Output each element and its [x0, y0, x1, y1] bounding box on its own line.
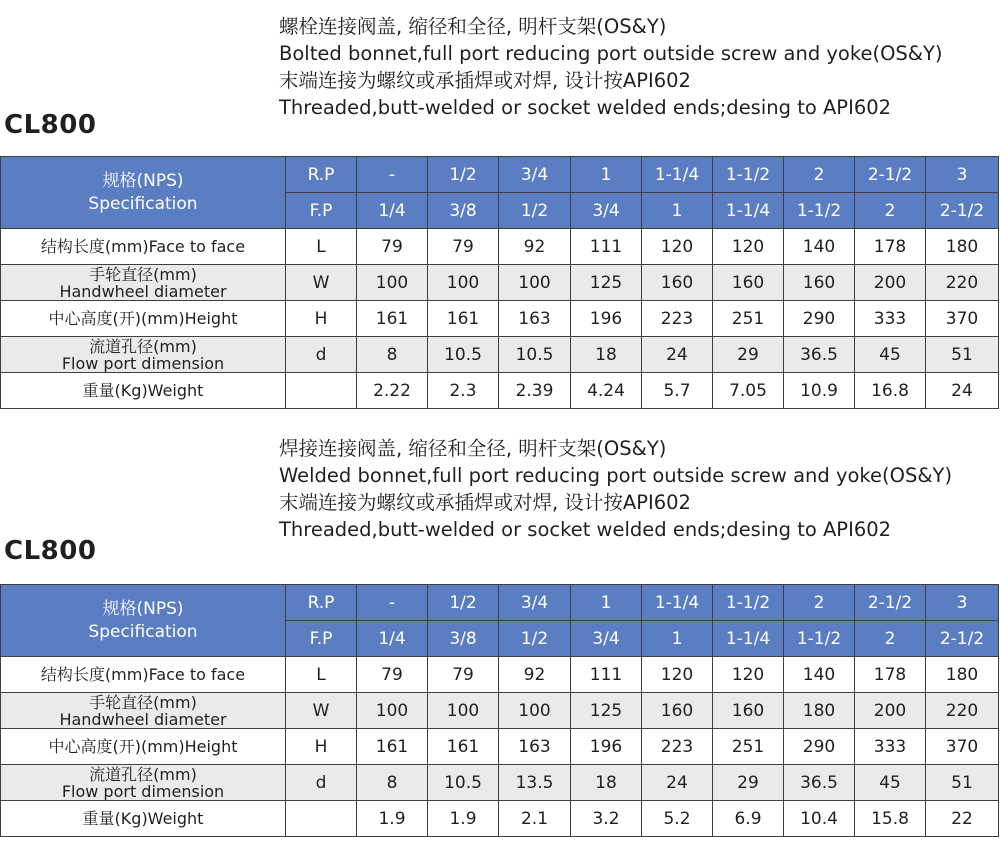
- rp-cell: 2: [784, 157, 855, 193]
- row-label-line: Handwheel diameter: [59, 281, 227, 301]
- table-cell: 4.24: [571, 373, 642, 409]
- fp-cell: 1-1/4: [713, 193, 784, 229]
- row-label: [1, 693, 286, 729]
- table-cell: 18: [571, 337, 642, 373]
- table-cell: 51: [926, 337, 999, 373]
- row-symbol: d: [286, 765, 357, 801]
- description-line: 焊接连接阀盖, 缩径和全径, 明杆支架(OS&Y): [279, 437, 667, 460]
- table-cell: 79: [357, 657, 428, 693]
- rp-cell: 1/2: [428, 585, 499, 621]
- description-line: 末端连接为螺纹或承插焊或对焊, 设计按API602: [279, 69, 691, 92]
- row-symbol: H: [286, 729, 357, 765]
- fp-cell: 3/8: [428, 193, 499, 229]
- description-line: Welded bonnet,full port reducing port outside screw and yoke(OS&Y): [279, 464, 953, 487]
- rp-cell: 1: [571, 157, 642, 193]
- table-cell: 100: [499, 265, 571, 301]
- rp-cell: 3/4: [499, 585, 571, 621]
- table-cell: 161: [428, 301, 499, 337]
- table-cell: 10.4: [784, 801, 855, 837]
- row-symbol: W: [286, 265, 357, 301]
- table-cell: 10.5: [428, 337, 499, 373]
- table-row: [1, 657, 999, 693]
- table-cell: 180: [926, 657, 999, 693]
- row-label-line: 中心高度(开)(mm)Height: [48, 309, 238, 328]
- spec-header: [1, 157, 286, 229]
- rp-cell: 1-1/4: [642, 585, 713, 621]
- row-label-line: Handwheel diameter: [59, 709, 227, 729]
- table-cell: 79: [428, 229, 499, 265]
- row-label-line: 流道孔径(mm): [89, 336, 197, 356]
- table-cell: 24: [926, 373, 999, 409]
- rp-cell: -: [357, 157, 428, 193]
- fp-cell: 2-1/2: [926, 621, 999, 657]
- row-symbol: d: [286, 337, 357, 373]
- row-label-line: Flow port dimension: [61, 353, 225, 373]
- row-label-line: 手轮直径(mm): [89, 692, 197, 712]
- table-cell: 251: [713, 301, 784, 337]
- table-cell: 29: [713, 337, 784, 373]
- rp-cell: 2: [784, 585, 855, 621]
- table-cell: 220: [926, 693, 999, 729]
- table-cell: 333: [855, 301, 926, 337]
- rp-cell: 3/4: [499, 157, 571, 193]
- description-line: Bolted bonnet,full port reducing port outside screw and yoke(OS&Y): [279, 42, 943, 65]
- table-cell: 370: [926, 729, 999, 765]
- row-label: [1, 229, 286, 265]
- table-cell: 10.5: [499, 337, 571, 373]
- table-cell: 223: [642, 729, 713, 765]
- table-cell: 8: [357, 765, 428, 801]
- fp-cell: 1-1/4: [713, 621, 784, 657]
- table-cell: 18: [571, 765, 642, 801]
- table-cell: 13.5: [499, 765, 571, 801]
- table-cell: 163: [499, 301, 571, 337]
- table-row: [1, 801, 999, 837]
- row-label-line: 结构长度(mm)Face to face: [40, 665, 246, 684]
- table-cell: 2.3: [428, 373, 499, 409]
- table-cell: 79: [357, 229, 428, 265]
- table-cell: 22: [926, 801, 999, 837]
- fp-cell: 2: [855, 621, 926, 657]
- table-cell: 6.9: [713, 801, 784, 837]
- row-label-line: 重量(Kg)Weight: [82, 809, 204, 828]
- table-cell: 100: [428, 693, 499, 729]
- rp-cell: 1-1/2: [713, 585, 784, 621]
- rp-cell: 1-1/2: [713, 157, 784, 193]
- row-label-line: 流道孔径(mm): [89, 764, 197, 784]
- table-cell: 1.9: [357, 801, 428, 837]
- table-cell: 29: [713, 765, 784, 801]
- table-cell: 290: [784, 301, 855, 337]
- table-cell: 79: [428, 657, 499, 693]
- row-label-line: 手轮直径(mm): [89, 264, 197, 284]
- description-line: Threaded,butt-welded or socket welded ends;desing to API602: [279, 96, 892, 119]
- row-label-line: 结构长度(mm)Face to face: [40, 237, 246, 256]
- table-cell: 290: [784, 729, 855, 765]
- table-cell: 10.5: [428, 765, 499, 801]
- fp-label: F.P: [286, 193, 357, 229]
- table-cell: 140: [784, 229, 855, 265]
- table-cell: 111: [571, 229, 642, 265]
- row-label: [1, 765, 286, 801]
- table-cell: 111: [571, 657, 642, 693]
- row-label: [1, 801, 286, 837]
- fp-cell: 1/2: [499, 193, 571, 229]
- table-cell: 196: [571, 301, 642, 337]
- row-label: [1, 301, 286, 337]
- table-cell: 5.7: [642, 373, 713, 409]
- table-cell: 333: [855, 729, 926, 765]
- row-label: [1, 373, 286, 409]
- table-cell: 92: [499, 657, 571, 693]
- table-row: [1, 301, 999, 337]
- spec-header-zh: 规格(NPS): [102, 170, 184, 191]
- table-row: [1, 337, 999, 373]
- fp-cell: 3/4: [571, 621, 642, 657]
- table-cell: 10.9: [784, 373, 855, 409]
- table-cell: 160: [713, 693, 784, 729]
- row-symbol: [286, 801, 357, 837]
- table-cell: 160: [642, 693, 713, 729]
- rp-cell: 2-1/2: [855, 585, 926, 621]
- table-cell: 163: [499, 729, 571, 765]
- rp-cell: 2-1/2: [855, 157, 926, 193]
- table-cell: 196: [571, 729, 642, 765]
- table-cell: 100: [357, 693, 428, 729]
- fp-cell: 2: [855, 193, 926, 229]
- row-symbol: L: [286, 657, 357, 693]
- spec-header-en: Specification: [88, 621, 198, 642]
- fp-cell: 1-1/2: [784, 193, 855, 229]
- table-cell: 161: [357, 301, 428, 337]
- table-cell: 120: [713, 229, 784, 265]
- spec-header-en: Specification: [88, 193, 198, 214]
- table-cell: 160: [713, 265, 784, 301]
- description-line: 螺栓连接阀盖, 缩径和全径, 明杆支架(OS&Y): [279, 15, 667, 38]
- table-cell: 8: [357, 337, 428, 373]
- table-cell: 36.5: [784, 337, 855, 373]
- table-cell: 200: [855, 693, 926, 729]
- table-cell: 178: [855, 229, 926, 265]
- table-cell: 1.9: [428, 801, 499, 837]
- row-symbol: H: [286, 301, 357, 337]
- fp-cell: 1: [642, 193, 713, 229]
- table-cell: 251: [713, 729, 784, 765]
- table-cell: 223: [642, 301, 713, 337]
- fp-cell: 1/4: [357, 621, 428, 657]
- rp-cell: 3: [926, 585, 999, 621]
- row-symbol: W: [286, 693, 357, 729]
- table-cell: 160: [784, 265, 855, 301]
- table-cell: 100: [499, 693, 571, 729]
- fp-cell: 3/8: [428, 621, 499, 657]
- fp-cell: 3/4: [571, 193, 642, 229]
- table-cell: 45: [855, 765, 926, 801]
- table-row: [1, 373, 999, 409]
- table-cell: 3.2: [571, 801, 642, 837]
- table-cell: 45: [855, 337, 926, 373]
- table-cell: 140: [784, 657, 855, 693]
- row-label: [1, 265, 286, 301]
- fp-cell: 1: [642, 621, 713, 657]
- table-cell: 120: [642, 229, 713, 265]
- spec-header: [1, 585, 286, 657]
- section-description: [279, 13, 943, 121]
- fp-cell: 1/2: [499, 621, 571, 657]
- row-label-line: 中心高度(开)(mm)Height: [48, 737, 238, 756]
- table-cell: 15.8: [855, 801, 926, 837]
- pressure-class-label: CL800: [4, 536, 97, 566]
- table-row: [1, 729, 999, 765]
- pressure-class-label: CL800: [4, 110, 97, 140]
- table-cell: 161: [428, 729, 499, 765]
- fp-label: F.P: [286, 621, 357, 657]
- rp-cell: 1: [571, 585, 642, 621]
- spec-table: [0, 584, 999, 837]
- row-label-line: 重量(Kg)Weight: [82, 381, 204, 400]
- table-cell: 180: [926, 229, 999, 265]
- rp-cell: 1/2: [428, 157, 499, 193]
- table-cell: 120: [642, 657, 713, 693]
- table-cell: 120: [713, 657, 784, 693]
- row-label: [1, 729, 286, 765]
- table-cell: 16.8: [855, 373, 926, 409]
- table-cell: 2.22: [357, 373, 428, 409]
- rp-label: R.P: [286, 585, 357, 621]
- rp-cell: -: [357, 585, 428, 621]
- row-symbol: L: [286, 229, 357, 265]
- table-cell: 2.39: [499, 373, 571, 409]
- spec-table: [0, 156, 999, 409]
- rp-cell: 1-1/4: [642, 157, 713, 193]
- table-cell: 2.1: [499, 801, 571, 837]
- rp-label: R.P: [286, 157, 357, 193]
- section-description: [279, 435, 952, 543]
- table-cell: 51: [926, 765, 999, 801]
- table-row: [1, 693, 999, 729]
- table-cell: 370: [926, 301, 999, 337]
- table-row: [1, 765, 999, 801]
- row-label-line: Flow port dimension: [61, 781, 225, 801]
- table-cell: 160: [642, 265, 713, 301]
- table-cell: 161: [357, 729, 428, 765]
- table-cell: 200: [855, 265, 926, 301]
- fp-cell: 1/4: [357, 193, 428, 229]
- table-row: [1, 265, 999, 301]
- table-cell: 5.2: [642, 801, 713, 837]
- fp-cell: 1-1/2: [784, 621, 855, 657]
- description-line: Threaded,butt-welded or socket welded ends;desing to API602: [279, 518, 892, 541]
- row-label: [1, 657, 286, 693]
- fp-cell: 2-1/2: [926, 193, 999, 229]
- table-cell: 125: [571, 693, 642, 729]
- table-cell: 180: [784, 693, 855, 729]
- rp-cell: 3: [926, 157, 999, 193]
- table-cell: 92: [499, 229, 571, 265]
- row-label: [1, 337, 286, 373]
- row-symbol: [286, 373, 357, 409]
- spec-header-zh: 规格(NPS): [102, 598, 184, 619]
- table-cell: 24: [642, 765, 713, 801]
- table-cell: 125: [571, 265, 642, 301]
- description-line: 末端连接为螺纹或承插焊或对焊, 设计按API602: [279, 491, 691, 514]
- table-cell: 220: [926, 265, 999, 301]
- table-cell: 7.05: [713, 373, 784, 409]
- table-row: [1, 229, 999, 265]
- table-cell: 100: [357, 265, 428, 301]
- table-cell: 100: [428, 265, 499, 301]
- table-cell: 178: [855, 657, 926, 693]
- table-cell: 36.5: [784, 765, 855, 801]
- table-cell: 24: [642, 337, 713, 373]
